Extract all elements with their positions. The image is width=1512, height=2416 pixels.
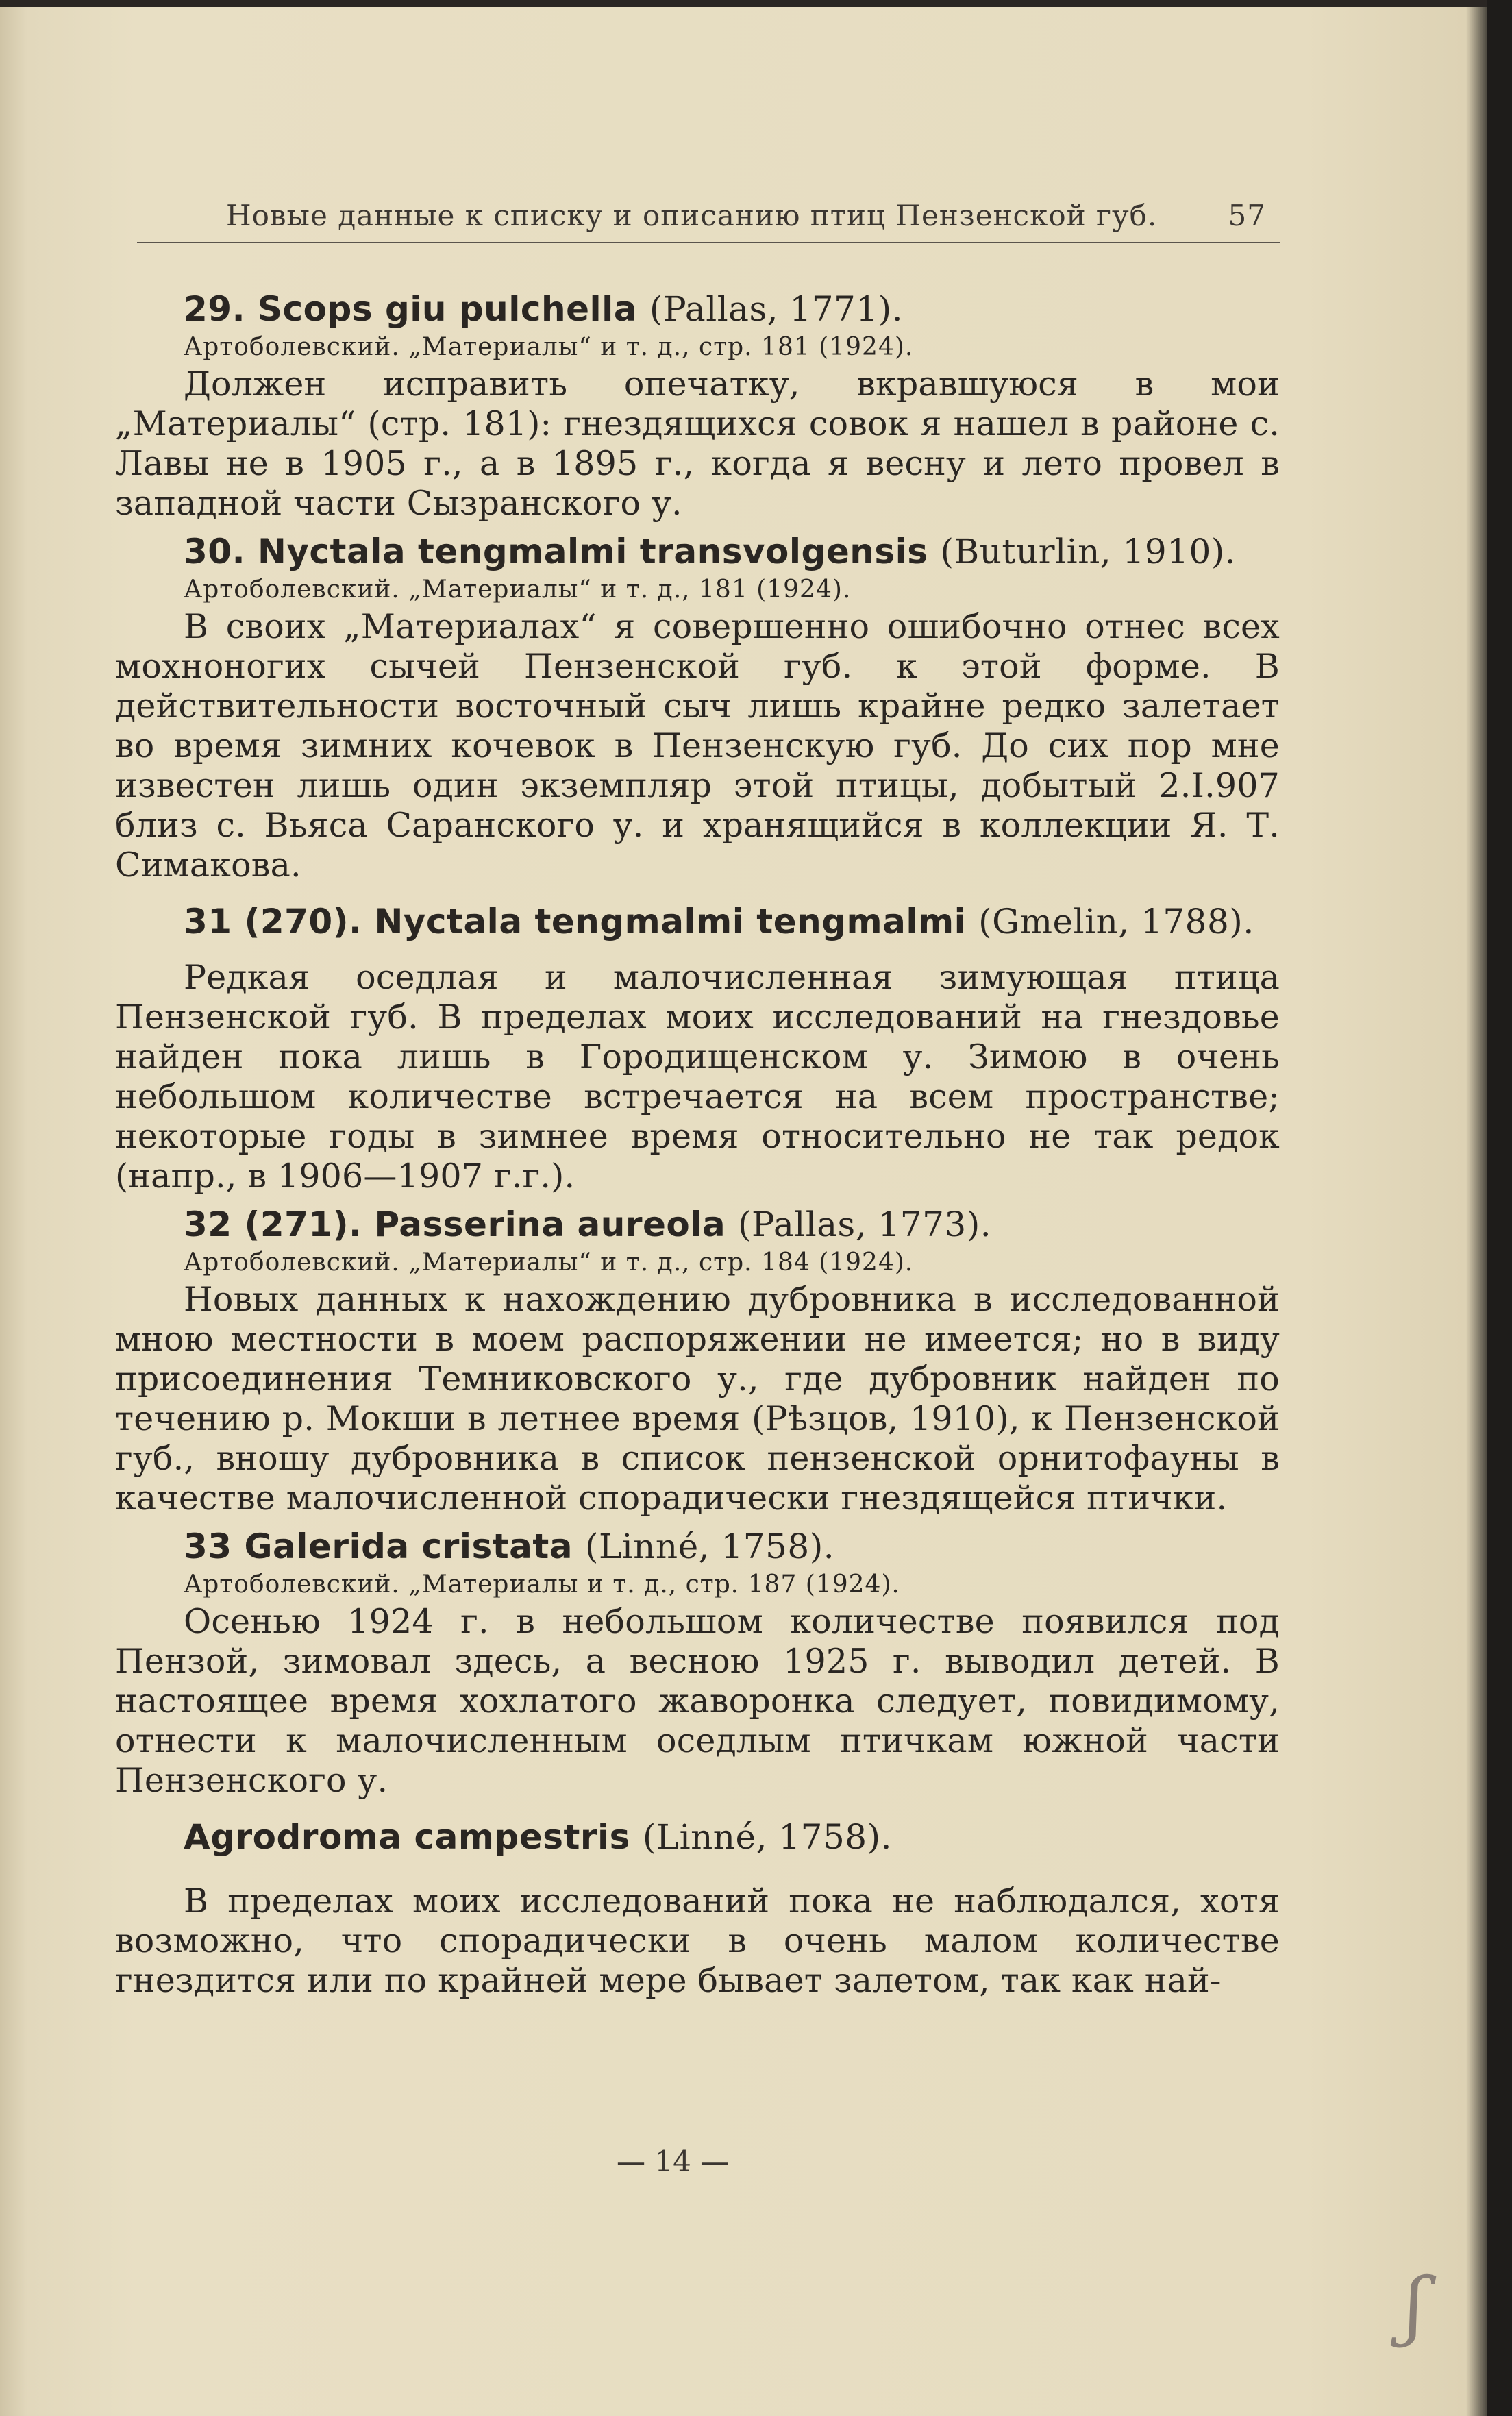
entry-text-32 [115,1280,1280,1518]
species-name: 30. Nyctala tengmalmi transvolgensis [184,532,928,571]
scan-top-edge [0,0,1512,7]
header-title: Новые данные к списку и описанию птиц Пензенской губ. [226,199,1158,232]
species-name: 31 (270). Nyctala tengmalmi tengmalmi [184,902,967,941]
header-page-number: 57 [1228,199,1266,232]
entry-paragraph: Новых данных к нахождению дубровника в исследованной мною местности в моем распоряжении не имеется; но в виду присоединения Темниковского у., где дубровник найден по течению р. Мокши в летнее время (Рѣзцов, 1910), к Пензенской губ., вношу дубровника в список пензенской орнитофауны в качестве малочисленной спорадически гнездящейся птички. [115,1280,1280,1518]
entry-heading-30 [184,530,1280,573]
entry-text-30 [115,607,1280,885]
entry-reference-30: Артоболевский. „Материалы“ и т. д., 181 (1924). [184,576,852,604]
entry-heading-33 [184,1525,1280,1568]
species-authority: (Linné, 1758). [642,1817,893,1857]
species-authority: (Linné, 1758). [584,1527,835,1566]
species-name: 32 (271). Passerina aureola [184,1205,726,1244]
entry-paragraph: Осенью 1924 г. в небольшом количестве появился под Пензой, зимовал здесь, а весною 1925 г. выводил детей. В настоящее время хохлатого жаворонка следует, повидимому, отнести к малочисленным оседлым птичкам южной части Пензенского у. [115,1602,1280,1800]
entry-reference-29: Артоболевский. „Материалы“ и т. д., стр. 181 (1924). [184,333,914,361]
species-authority: (Buturlin, 1910). [940,532,1237,571]
species-authority: (Pallas, 1773). [738,1205,992,1244]
entry-reference-33: Артоболевский. „Материалы и т. д., стр. 187 (1924). [184,1570,900,1599]
scan-right-edge [1487,0,1512,2416]
entry-paragraph: Должен исправить опечатку, вкравшуюся в мои „Материалы“ (стр. 181): гнездящихся совок я нашел в районе с. Лавы не в 1905 г., а в 1895 г., когда я весну и лето провел в западной части Сызранского у. [115,365,1280,523]
entry-heading-agrodroma [184,1816,1280,1858]
entry-heading-29 [184,288,1280,330]
species-name: Agrodroma campestris [184,1817,630,1857]
running-header [137,199,1280,243]
entry-heading-32 [184,1203,1280,1246]
species-authority: (Pallas, 1771). [649,289,904,329]
entry-paragraph: Редкая оседлая и малочисленная зимующая птица Пензенской губ. В пределах моих исследований на гнездовье найден пока лишь в Городищенском у. Зимою в очень небольшом количестве встречается на всем пространстве; некоторые годы в зимнее время относительно не так редок (напр., в 1906—1907 г.г.). [115,958,1280,1196]
entry-text-agrodroma [115,1882,1280,2001]
species-name: 29. Scops giu pulchella [184,289,638,329]
entry-paragraph: В пределах моих исследований пока не наблюдался, хотя возможно, что спорадически в очень малом количестве гнездится или по крайней мере бывает залетом, так как най- [115,1882,1280,2000]
entry-text-29 [115,365,1280,523]
pencil-mark-icon: ʃ [1404,2261,1425,2349]
entry-heading-31 [184,900,1280,943]
page-folio: — 14 — [617,2145,730,2178]
species-name: 33 Galerida cristata [184,1527,573,1566]
species-authority: (Gmelin, 1788). [978,902,1254,941]
entry-text-33 [115,1602,1280,1801]
entry-text-31 [115,958,1280,1196]
entry-reference-32: Артоболевский. „Материалы“ и т. д., стр. 184 (1924). [184,1248,914,1277]
entry-paragraph: В своих „Материалах“ я совершенно ошибочно отнес всех мохноногих сычей Пензенской губ. к этой форме. В действительности восточный сыч лишь крайне редко залетает во время зимних кочевок в Пензенскую губ. До сих пор мне известен лишь один экземпляр этой птицы, добытый 2.I.907 близ с. Вьяса Саранского у. и хранящийся в коллекции Я. Т. Симакова. [115,607,1280,885]
page-body [115,288,1280,2001]
